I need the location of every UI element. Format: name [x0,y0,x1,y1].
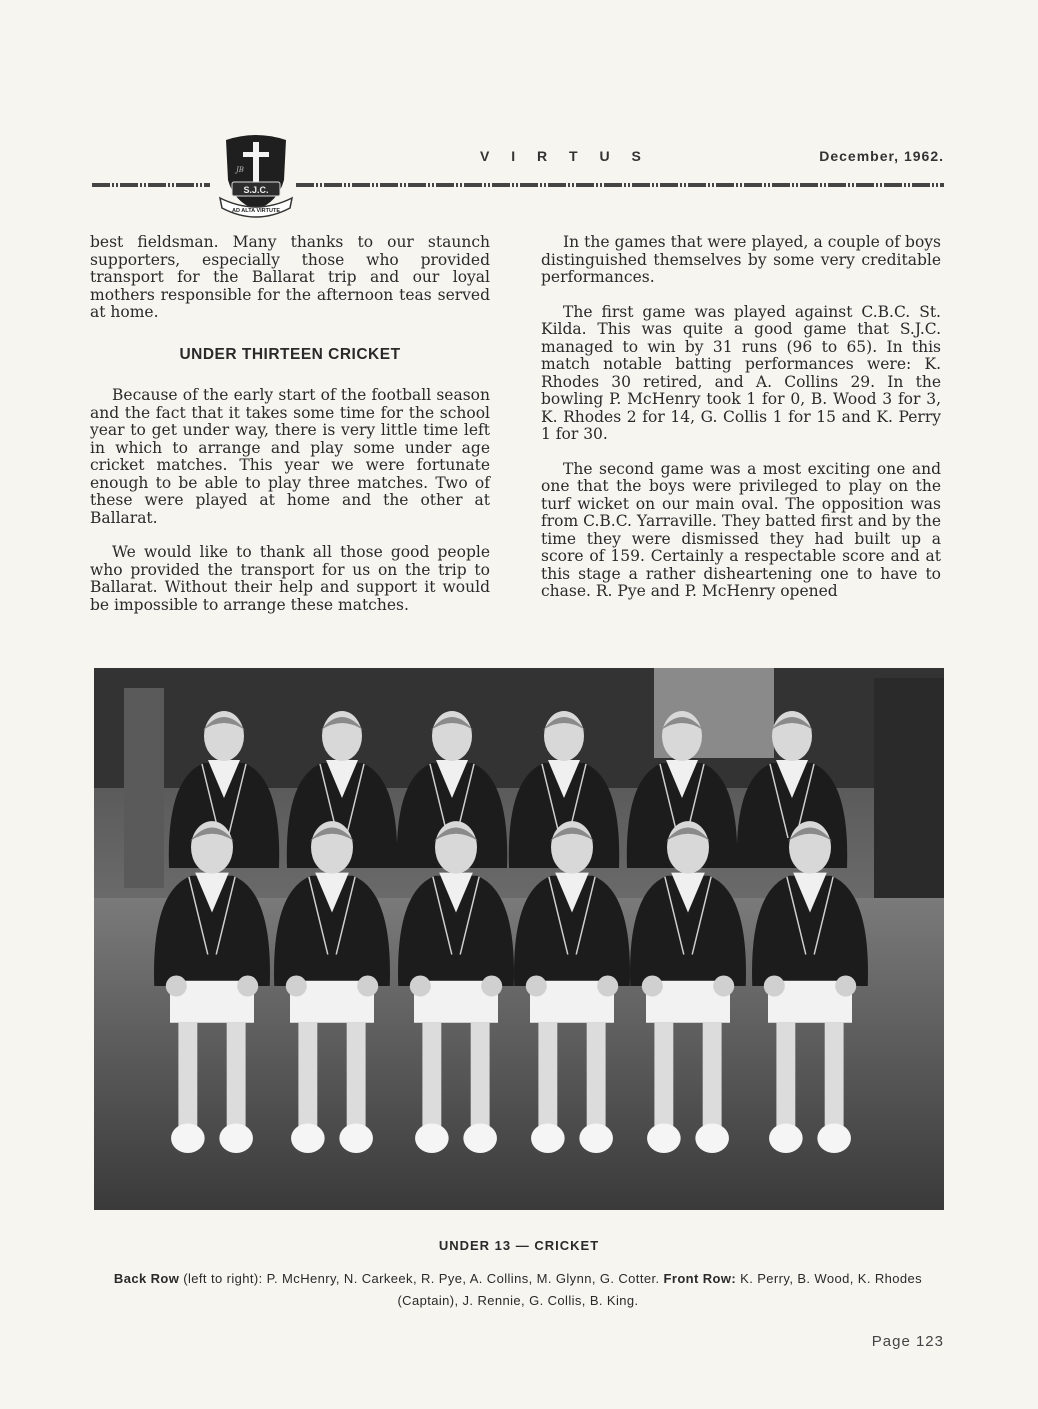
page-header [92,130,944,240]
back-row-label: Back Row [113,1271,180,1286]
photo-caption [92,1268,944,1312]
section-heading: UNDER THIRTEEN CRICKET [179,345,401,363]
body-paragraph: In the games that were played, a couple of boys distinguished themselves by some very creditable performances. [541,233,941,286]
body-paragraph: Because of the early start of the football season and the fact that it takes some time for the school year to get under way, there is very little time left in which to arrange and play some under age cricket matches. This year we were fortunate enough to be able to play three matches. Two of these were played at home and the other at Ballarat. [90,386,490,527]
intro-paragraph: best fieldsman. Many thanks to our staunch supporters, especially those who provided transport for the Ballarat trip and our loyal mothers responsible for the afternoon teas served at home. [90,233,490,321]
header-rule-left [92,183,210,187]
page-number: Page 123 [871,1333,944,1350]
right-column [541,234,941,618]
svg-text:S.J.C.: S.J.C. [243,185,269,195]
body-paragraph: We would like to thank all those good people who provided the transport for us on the trip to Ballarat. Without their help and support it would be impossible to arrange these matches. [90,543,490,614]
header-rule-right [296,183,944,187]
back-row-names: (left to right): P. McHenry, N. Carkeek, R. Pye, A. Collins, M. Glynn, G. Cotter. [183,1271,660,1286]
left-column [90,234,490,631]
body-paragraph: The first game was played against C.B.C. St. Kilda. This was quite a good game that S.J.C. managed to win by 31 runs (96 to 65). In this match notable batting performances were: K. Rhodes 30 retired, and A. Collins 29. In the bowling P. McHenry took 1 for 0, B. Wood 3 for 3, K. Rhodes 2 for 14, G. Collis 1 for 15 and K. Perry 1 for 30. [541,302,941,443]
svg-text:JB: JB [236,166,244,174]
front-row-label: Front Row: [663,1271,737,1286]
team-photo [94,668,944,1210]
body-paragraph: The second game was a most exciting one and one that the boys were privileged to play on the turf wicket on our main oval. The opposition was from C.B.C. Yarraville. They batted first and by the time they were dismissed they had built up a score of 159. Certainly a respectable score and at this stage a rather disheartening one to have to chase. R. Pye and P. McHenry opened [541,459,941,600]
photo-caption-title: UNDER 13 — CRICKET [438,1238,600,1253]
svg-text:AD ALTA VIRTUTE: AD ALTA VIRTUTE [232,208,280,214]
team-photo-illustration [94,668,944,1210]
magazine-title: V I R T U S [480,148,650,164]
issue-date: December, 1962. [819,148,944,164]
front-row-names: K. Perry, B. Wood, K. Rhodes (Captain), J. Rennie, G. Collis, B. King. [397,1271,923,1308]
school-crest-logo [218,132,294,222]
